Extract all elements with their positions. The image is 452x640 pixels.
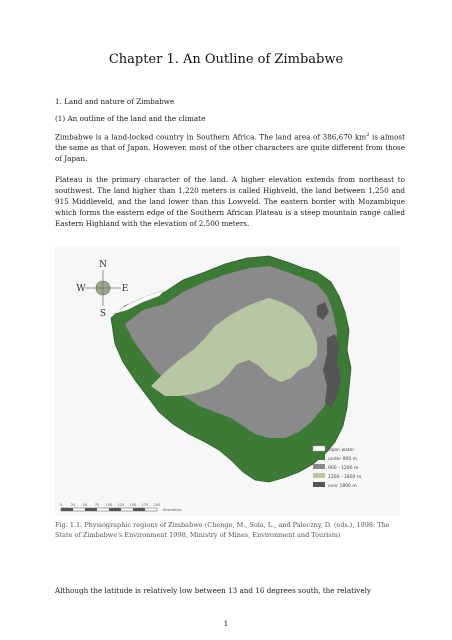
legend-label-middleveld: 900 - 1200 m: [328, 466, 359, 471]
compass-west: W: [76, 284, 86, 294]
legend-swatch-highveld: [313, 473, 325, 478]
scale-unit: Kilometres: [163, 508, 182, 512]
compass-north: N: [99, 260, 107, 270]
physiographic-map: [55, 246, 400, 516]
legend-label-lowveld: under 900 m: [328, 457, 358, 462]
paragraph-land-area-part1: Zimbabwe is a land-locked country in Southern Africa. The land area of 386,670 km: [55, 132, 367, 142]
paragraph-plateau: Plateau is the primary character of the land. A higher elevation extends from northeast to southwest. The land higher than 1,220 meters is called Highveld, the land between 1,250 and 915 Middleveld, and the land lower than this Lowveld. The eastern border with Mozambique which forms the eastern edge of the Southern African Plateau is a steep mountain range called Eastern Highland with the elevation of 2,500 meters.: [55, 175, 405, 228]
compass-rose-icon: [85, 270, 121, 306]
legend-label-highlands: over 1800 m: [328, 484, 357, 489]
scale-tick-50: 50: [82, 503, 88, 507]
section-heading: 1. Land and nature of Zimbabwe: [55, 97, 175, 106]
legend-swatch-highlands: [313, 482, 325, 487]
compass-south: S: [99, 309, 107, 319]
scale-tick-200: 200: [153, 503, 161, 507]
legend-swatch-open-water: [313, 446, 325, 451]
superscript: 2: [366, 132, 370, 138]
compass-east: E: [121, 284, 129, 294]
scale-tick-175: 175: [141, 503, 149, 507]
scale-tick-75: 75: [94, 503, 100, 507]
paragraph-land-area: [55, 130, 405, 164]
scale-tick-100: 100: [105, 503, 113, 507]
paragraph-land-area-part2: is almost the same as that of Japan. However, most of the other characters are quite different from those of Japan.: [55, 132, 405, 164]
scale-tick-125: 125: [117, 503, 125, 507]
scale-tick-150: 150: [129, 503, 137, 507]
figure-caption: Fig. 1.1. Physiographic regions of Zimbabwe (Chenge, M., Sola, L., and Paleczny, D. (eds.), 1998: The State of Zimbabwe's Environment 1998, Ministry of Mines, Environment and Tourism): [55, 521, 390, 539]
legend-swatch-lowveld: [313, 455, 325, 460]
scale-bar: [61, 508, 157, 511]
legend-label-highveld: 1200 - 1800 m: [328, 475, 362, 480]
page-number: 1: [223, 619, 229, 628]
subsection-heading: (1) An outline of the land and the climate: [55, 114, 206, 123]
paragraph-latitude: Although the latitude is relatively low between 13 and 16 degrees south, the relatively: [55, 586, 371, 595]
legend-swatch-middleveld: [313, 464, 325, 469]
scale-tick-25: 25: [70, 503, 76, 507]
map-graphic: [55, 246, 400, 516]
legend-label-open-water: Open water: [328, 448, 355, 453]
chapter-title: Chapter 1. An Outline of Zimbabwe: [108, 52, 344, 67]
scale-tick-0: 0: [59, 503, 63, 507]
